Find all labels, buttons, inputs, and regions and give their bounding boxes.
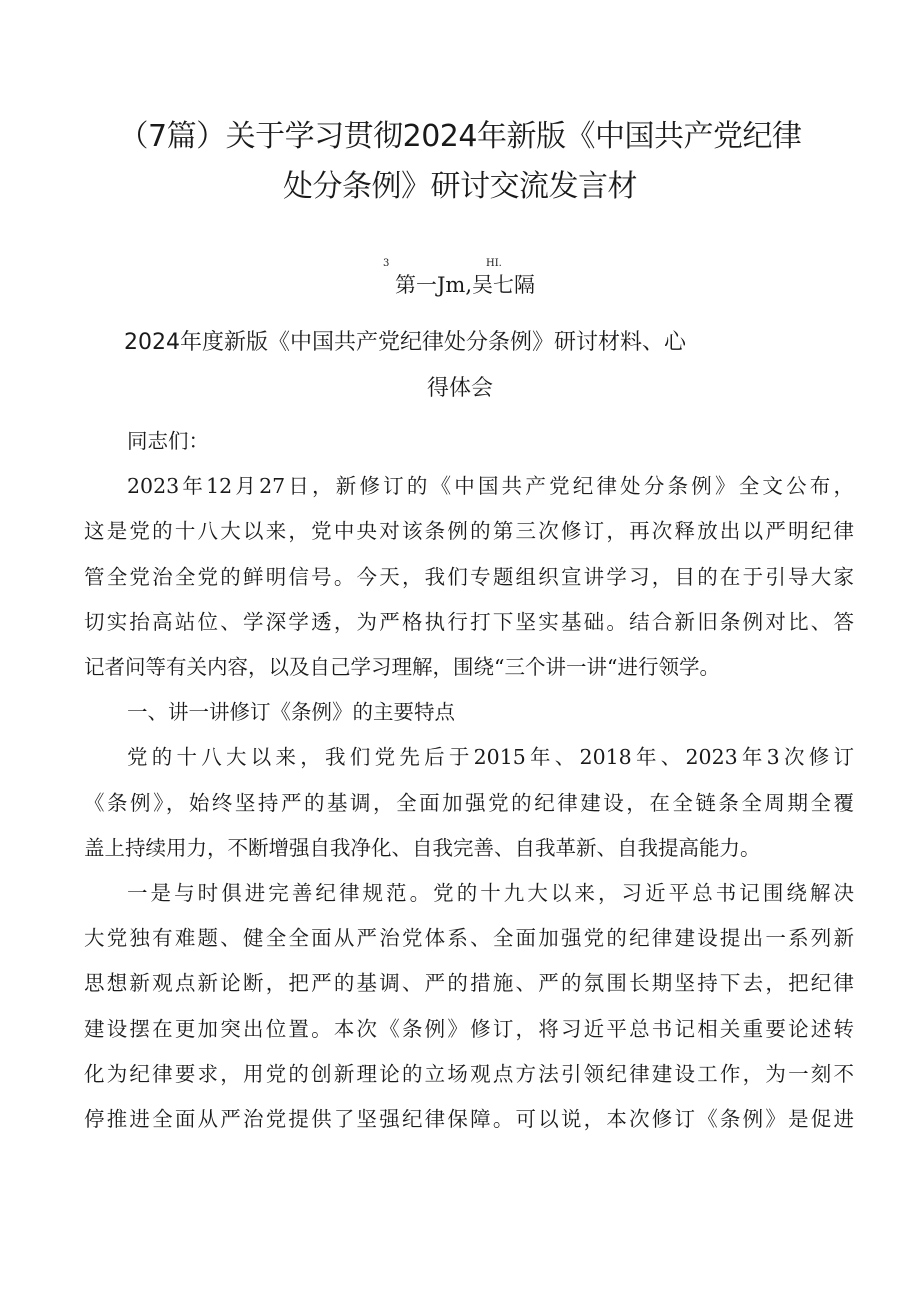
- paragraph-2: [84, 735, 854, 871]
- article-body: [84, 419, 854, 1142]
- paragraph-3: [84, 871, 854, 1142]
- paragraph-line: 一是与时俱进完善纪律规范。党的十九大以来，习近平总书记围绕解决: [127, 881, 854, 906]
- paragraph-line: 大党独有难题、健全全面从严治党体系、全面加强党的纪律建设提出一系列新: [84, 926, 854, 951]
- paragraph-1: [84, 464, 854, 690]
- document-title-line-2: 处分条例》研讨交流发言材: [283, 169, 637, 204]
- paragraph-line: 管全党治全党的鲜明信号。今天，我们专题组织宣讲学习，目的在于引导大家: [84, 564, 854, 589]
- section-heading-1: [84, 690, 854, 735]
- paragraph-line: 建设摆在更加突出位置。本次《条例》修订，将习近平总书记相关重要论述转: [84, 1016, 854, 1041]
- paragraph-line: 2023年12月27日，新修订的《中国共产党纪律处分条例》全文公布，: [127, 474, 854, 499]
- paragraph-line: 切实抬高站位、学深学透，为严格执行打下坚实基础。结合新旧条例对比、答: [84, 609, 854, 634]
- paragraph-line: 思想新观点新论断，把严的基调、严的措施、严的氛围长期坚持下去，把纪律: [84, 971, 854, 996]
- article-subtitle: [80, 320, 840, 412]
- paragraph-line: 停推进全面从严治党提供了坚强纪律保障。可以说，本次修订《条例》是促进: [84, 1107, 854, 1132]
- paragraph-line: 记者问等有关内容，以及自己学习理解，围绕“三个讲一讲“进行领学。: [84, 655, 720, 680]
- paragraph-line: 盖上持续用力，不断增强自我净化、自我完善、自我革新、自我提高能力。: [84, 835, 761, 860]
- paragraph-line: 党的十八大以来，我们党先后于2015年、2018年、2023年3次修订: [127, 745, 854, 770]
- article-subtitle-line-2: 得体会: [426, 376, 493, 401]
- part-marker-sup-right: HI.: [486, 258, 502, 269]
- greeting-paragraph: [84, 419, 854, 464]
- document-title-line-1: （7篇）关于学习贯彻2024年新版《中国共产党纪律: [118, 119, 802, 154]
- paragraph-line: 这是党的十八大以来，党中央对该条例的第三次修订，再次释放出以严明纪律: [84, 519, 854, 544]
- part-heading: 第一Jm,吴七隔: [394, 273, 535, 297]
- section-heading: 一、讲一讲修订《条例》的主要特点: [127, 700, 455, 725]
- greeting: 同志们：: [127, 429, 209, 453]
- paragraph-line: 《条例》，始终坚持严的基调，全面加强党的纪律建设，在全链条全周期全覆: [84, 790, 854, 815]
- paragraph-line: 化为纪律要求，用党的创新理论的立场观点方法引领纪律建设工作，为一刻不: [84, 1061, 854, 1086]
- document-title: [80, 112, 840, 212]
- part-marker-sup-left: 3: [383, 258, 390, 269]
- article-subtitle-line-1: 2024年度新版《中国共产党纪律处分条例》研讨材料、心: [124, 330, 686, 355]
